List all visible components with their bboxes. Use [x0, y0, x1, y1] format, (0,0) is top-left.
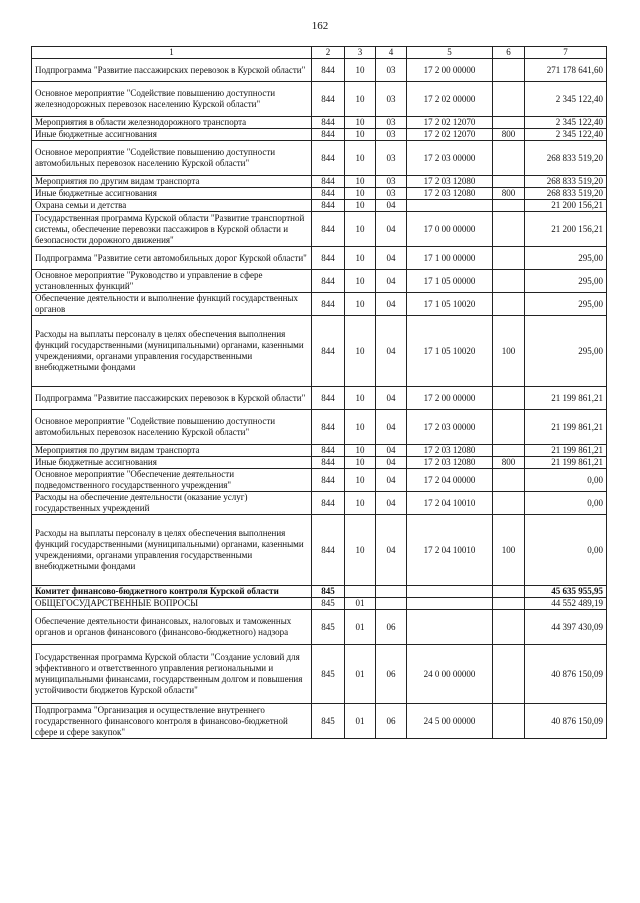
row-vr-cell	[493, 200, 525, 212]
row-vr-cell: 800	[493, 188, 525, 200]
row-amount-cell: 21 199 861,21	[525, 410, 607, 445]
row-amount-cell: 45 635 955,95	[525, 586, 607, 598]
row-csr-cell: 17 2 03 00000	[407, 141, 493, 176]
row-amount-cell: 21 199 861,21	[525, 445, 607, 457]
row-csr-cell: 17 1 05 00000	[407, 270, 493, 293]
row-gr-cell: 844	[312, 82, 345, 117]
row-csr-cell: 17 2 04 00000	[407, 469, 493, 492]
row-vr-cell	[493, 410, 525, 445]
row-csr-cell: 17 2 00 00000	[407, 387, 493, 410]
row-gr-cell: 844	[312, 188, 345, 200]
table-row	[32, 387, 607, 410]
row-gr-cell: 844	[312, 247, 345, 270]
row-csr-cell: 17 1 00 00000	[407, 247, 493, 270]
row-rz-cell: 10	[345, 445, 376, 457]
row-csr-cell: 17 2 03 12080	[407, 457, 493, 469]
table-row	[32, 212, 607, 247]
row-gr-cell: 844	[312, 515, 345, 586]
row-vr-cell: 100	[493, 515, 525, 586]
row-rz-cell: 10	[345, 82, 376, 117]
row-csr-cell: 17 2 03 12080	[407, 176, 493, 188]
row-rz-cell: 10	[345, 212, 376, 247]
row-rz-cell: 01	[345, 704, 376, 739]
row-name-cell: Основное мероприятие "Руководство и управление в сфере установленных функций"	[32, 270, 312, 293]
budget-table	[31, 46, 607, 739]
row-pr-cell: 03	[376, 59, 407, 82]
row-amount-cell: 21 199 861,21	[525, 387, 607, 410]
row-amount-cell: 295,00	[525, 293, 607, 316]
table-row	[32, 586, 607, 598]
row-rz-cell: 10	[345, 469, 376, 492]
row-name-cell: Расходы на обеспечение деятельности (оказание услуг) государственных учреждений	[32, 492, 312, 515]
row-name-cell: Подпрограмма "Развитие пассажирских перевозок в Курской области"	[32, 59, 312, 82]
row-name-cell: Основное мероприятие "Содействие повышению доступности железнодорожных перевозок населению Курской области"	[32, 82, 312, 117]
row-rz-cell: 10	[345, 293, 376, 316]
row-vr-cell	[493, 586, 525, 598]
row-gr-cell: 844	[312, 141, 345, 176]
row-vr-cell	[493, 212, 525, 247]
row-csr-cell: 17 2 03 12080	[407, 445, 493, 457]
row-name-cell: Государственная программа Курской области "Развитие транспортной системы, обеспечение перевозки пассажиров в Курской области и безопасности дорожного движения"	[32, 212, 312, 247]
row-name-cell: Обеспечение деятельности и выполнение функций государственных органов	[32, 293, 312, 316]
row-pr-cell: 06	[376, 645, 407, 704]
row-pr-cell: 04	[376, 515, 407, 586]
row-name-cell: Обеспечение деятельности финансовых, налоговых и таможенных органов и органов финансового (финансово-бюджетного) надзора	[32, 610, 312, 645]
table-row	[32, 200, 607, 212]
row-name-cell: Основное мероприятие "Содействие повышению доступности автомобильных перевозок населению Курской области"	[32, 141, 312, 176]
row-rz-cell: 10	[345, 247, 376, 270]
row-gr-cell: 844	[312, 445, 345, 457]
row-name-cell: Расходы на выплаты персоналу в целях обеспечения выполнения функций государственными (муниципальными) органами, казенными учреждениями, органами управления государственными внебюджетными фондами	[32, 515, 312, 586]
row-amount-cell: 40 876 150,09	[525, 645, 607, 704]
row-pr-cell	[376, 586, 407, 598]
row-gr-cell: 845	[312, 610, 345, 645]
table-row	[32, 457, 607, 469]
row-vr-cell	[493, 704, 525, 739]
row-name-cell: Подпрограмма "Развитие пассажирских перевозок в Курской области"	[32, 387, 312, 410]
row-vr-cell	[493, 176, 525, 188]
row-amount-cell: 21 200 156,21	[525, 200, 607, 212]
header-cell: 3	[345, 47, 376, 59]
row-gr-cell: 844	[312, 212, 345, 247]
row-rz-cell: 10	[345, 270, 376, 293]
row-pr-cell: 04	[376, 212, 407, 247]
table-row	[32, 59, 607, 82]
row-csr-cell	[407, 200, 493, 212]
row-vr-cell	[493, 59, 525, 82]
row-name-cell: Иные бюджетные ассигнования	[32, 457, 312, 469]
row-rz-cell: 10	[345, 188, 376, 200]
row-name-cell: Мероприятия по другим видам транспорта	[32, 445, 312, 457]
row-csr-cell: 17 2 04 10010	[407, 492, 493, 515]
row-amount-cell: 268 833 519,20	[525, 141, 607, 176]
row-amount-cell: 295,00	[525, 247, 607, 270]
row-pr-cell: 03	[376, 129, 407, 141]
header-cell: 7	[525, 47, 607, 59]
row-gr-cell: 844	[312, 270, 345, 293]
row-rz-cell: 10	[345, 492, 376, 515]
row-pr-cell: 04	[376, 316, 407, 387]
row-csr-cell	[407, 586, 493, 598]
row-amount-cell: 271 178 641,60	[525, 59, 607, 82]
row-vr-cell	[493, 387, 525, 410]
row-rz-cell: 10	[345, 200, 376, 212]
row-vr-cell	[493, 645, 525, 704]
row-pr-cell: 04	[376, 410, 407, 445]
row-gr-cell: 844	[312, 410, 345, 445]
row-amount-cell: 40 876 150,09	[525, 704, 607, 739]
table-row	[32, 293, 607, 316]
row-pr-cell: 04	[376, 200, 407, 212]
row-csr-cell: 17 2 00 00000	[407, 59, 493, 82]
row-vr-cell	[493, 610, 525, 645]
row-gr-cell: 845	[312, 704, 345, 739]
row-pr-cell: 04	[376, 247, 407, 270]
row-rz-cell: 01	[345, 645, 376, 704]
row-gr-cell: 844	[312, 129, 345, 141]
row-pr-cell: 03	[376, 117, 407, 129]
row-vr-cell	[493, 82, 525, 117]
row-csr-cell	[407, 610, 493, 645]
row-pr-cell: 04	[376, 469, 407, 492]
row-csr-cell: 17 1 05 10020	[407, 293, 493, 316]
header-cell: 1	[32, 47, 312, 59]
row-csr-cell: 24 0 00 00000	[407, 645, 493, 704]
row-pr-cell: 04	[376, 270, 407, 293]
row-name-cell: Иные бюджетные ассигнования	[32, 188, 312, 200]
table-row	[32, 270, 607, 293]
row-gr-cell: 845	[312, 586, 345, 598]
row-gr-cell: 844	[312, 176, 345, 188]
header-row	[32, 47, 607, 59]
row-vr-cell	[493, 247, 525, 270]
row-name-cell: Расходы на выплаты персоналу в целях обеспечения выполнения функций государственными (муниципальными) органами, казенными учреждениями, органами управления государственными внебюджетными фондами	[32, 316, 312, 387]
header-cell: 5	[407, 47, 493, 59]
row-csr-cell: 17 1 05 10020	[407, 316, 493, 387]
row-pr-cell: 04	[376, 492, 407, 515]
table-row	[32, 176, 607, 188]
row-gr-cell: 844	[312, 200, 345, 212]
row-name-cell: Мероприятия по другим видам транспорта	[32, 176, 312, 188]
row-amount-cell: 268 833 519,20	[525, 176, 607, 188]
table-row	[32, 469, 607, 492]
row-rz-cell: 10	[345, 59, 376, 82]
table-row	[32, 316, 607, 387]
header-cell: 4	[376, 47, 407, 59]
header-cell: 2	[312, 47, 345, 59]
row-gr-cell: 845	[312, 598, 345, 610]
row-name-cell: Основное мероприятие "Содействие повышению доступности автомобильных перевозок населению Курской области"	[32, 410, 312, 445]
row-rz-cell: 10	[345, 515, 376, 586]
row-csr-cell: 24 5 00 00000	[407, 704, 493, 739]
row-vr-cell	[493, 598, 525, 610]
row-csr-cell: 17 2 03 00000	[407, 410, 493, 445]
table-row	[32, 117, 607, 129]
row-gr-cell: 844	[312, 387, 345, 410]
row-pr-cell: 03	[376, 141, 407, 176]
row-pr-cell	[376, 598, 407, 610]
row-rz-cell: 10	[345, 457, 376, 469]
row-amount-cell: 44 552 489,19	[525, 598, 607, 610]
row-vr-cell	[493, 492, 525, 515]
row-rz-cell: 10	[345, 129, 376, 141]
row-amount-cell: 0,00	[525, 515, 607, 586]
row-vr-cell	[493, 293, 525, 316]
table-row	[32, 515, 607, 586]
table-row	[32, 645, 607, 704]
row-vr-cell: 100	[493, 316, 525, 387]
row-vr-cell: 800	[493, 129, 525, 141]
row-rz-cell: 01	[345, 598, 376, 610]
row-rz-cell	[345, 586, 376, 598]
row-amount-cell: 0,00	[525, 492, 607, 515]
row-gr-cell: 844	[312, 316, 345, 387]
row-amount-cell: 2 345 122,40	[525, 82, 607, 117]
table-row	[32, 410, 607, 445]
row-name-cell: Комитет финансово-бюджетного контроля Курской области	[32, 586, 312, 598]
row-name-cell: Подпрограмма "Развитие сети автомобильных дорог Курской области"	[32, 247, 312, 270]
table-row	[32, 445, 607, 457]
row-name-cell: Иные бюджетные ассигнования	[32, 129, 312, 141]
row-gr-cell: 844	[312, 469, 345, 492]
row-pr-cell: 04	[376, 293, 407, 316]
row-amount-cell: 2 345 122,40	[525, 117, 607, 129]
table-row	[32, 141, 607, 176]
row-vr-cell	[493, 141, 525, 176]
table-row	[32, 129, 607, 141]
row-amount-cell: 44 397 430,09	[525, 610, 607, 645]
row-rz-cell: 10	[345, 387, 376, 410]
row-csr-cell: 17 2 02 12070	[407, 129, 493, 141]
page-number: 162	[311, 20, 329, 32]
row-name-cell: ОБЩЕГОСУДАРСТВЕННЫЕ ВОПРОСЫ	[32, 598, 312, 610]
row-amount-cell: 295,00	[525, 316, 607, 387]
row-vr-cell	[493, 445, 525, 457]
table-row	[32, 704, 607, 739]
row-vr-cell	[493, 117, 525, 129]
row-amount-cell: 0,00	[525, 469, 607, 492]
row-gr-cell: 844	[312, 117, 345, 129]
row-name-cell: Государственная программа Курской области "Создание условий для эффективного и ответственного управления региональными и муниципальными финансами, государственным долгом и повышения устойчивости бюджетов Курской области"	[32, 645, 312, 704]
row-name-cell: Основное мероприятие "Обеспечение деятельности подведомственного государственного учреждения"	[32, 469, 312, 492]
row-pr-cell: 03	[376, 176, 407, 188]
row-vr-cell	[493, 270, 525, 293]
row-pr-cell: 04	[376, 445, 407, 457]
row-pr-cell: 04	[376, 457, 407, 469]
row-pr-cell: 03	[376, 188, 407, 200]
header-cell: 6	[493, 47, 525, 59]
row-rz-cell: 01	[345, 610, 376, 645]
row-amount-cell: 2 345 122,40	[525, 129, 607, 141]
table-row	[32, 598, 607, 610]
row-amount-cell: 21 200 156,21	[525, 212, 607, 247]
row-rz-cell: 10	[345, 141, 376, 176]
row-csr-cell: 17 2 02 00000	[407, 82, 493, 117]
row-pr-cell: 06	[376, 704, 407, 739]
row-gr-cell: 844	[312, 457, 345, 469]
table-row	[32, 188, 607, 200]
row-amount-cell: 21 199 861,21	[525, 457, 607, 469]
row-pr-cell: 03	[376, 82, 407, 117]
row-csr-cell: 17 2 04 10010	[407, 515, 493, 586]
table-row	[32, 247, 607, 270]
row-gr-cell: 845	[312, 645, 345, 704]
row-pr-cell: 04	[376, 387, 407, 410]
row-name-cell: Подпрограмма "Организация и осуществление внутреннего государственного финансового контроля в финансово-бюджетной сфере и сфере закупок"	[32, 704, 312, 739]
row-rz-cell: 10	[345, 316, 376, 387]
row-amount-cell: 268 833 519,20	[525, 188, 607, 200]
row-gr-cell: 844	[312, 293, 345, 316]
table-row	[32, 610, 607, 645]
row-gr-cell: 844	[312, 59, 345, 82]
row-csr-cell	[407, 598, 493, 610]
row-pr-cell: 06	[376, 610, 407, 645]
row-csr-cell: 17 0 00 00000	[407, 212, 493, 247]
row-vr-cell	[493, 469, 525, 492]
row-gr-cell: 844	[312, 492, 345, 515]
table-row	[32, 82, 607, 117]
row-rz-cell: 10	[345, 176, 376, 188]
row-name-cell: Мероприятия в области железнодорожного транспорта	[32, 117, 312, 129]
row-name-cell: Охрана семьи и детства	[32, 200, 312, 212]
row-rz-cell: 10	[345, 410, 376, 445]
row-csr-cell: 17 2 02 12070	[407, 117, 493, 129]
row-vr-cell: 800	[493, 457, 525, 469]
row-rz-cell: 10	[345, 117, 376, 129]
table-row	[32, 492, 607, 515]
row-amount-cell: 295,00	[525, 270, 607, 293]
row-csr-cell: 17 2 03 12080	[407, 188, 493, 200]
